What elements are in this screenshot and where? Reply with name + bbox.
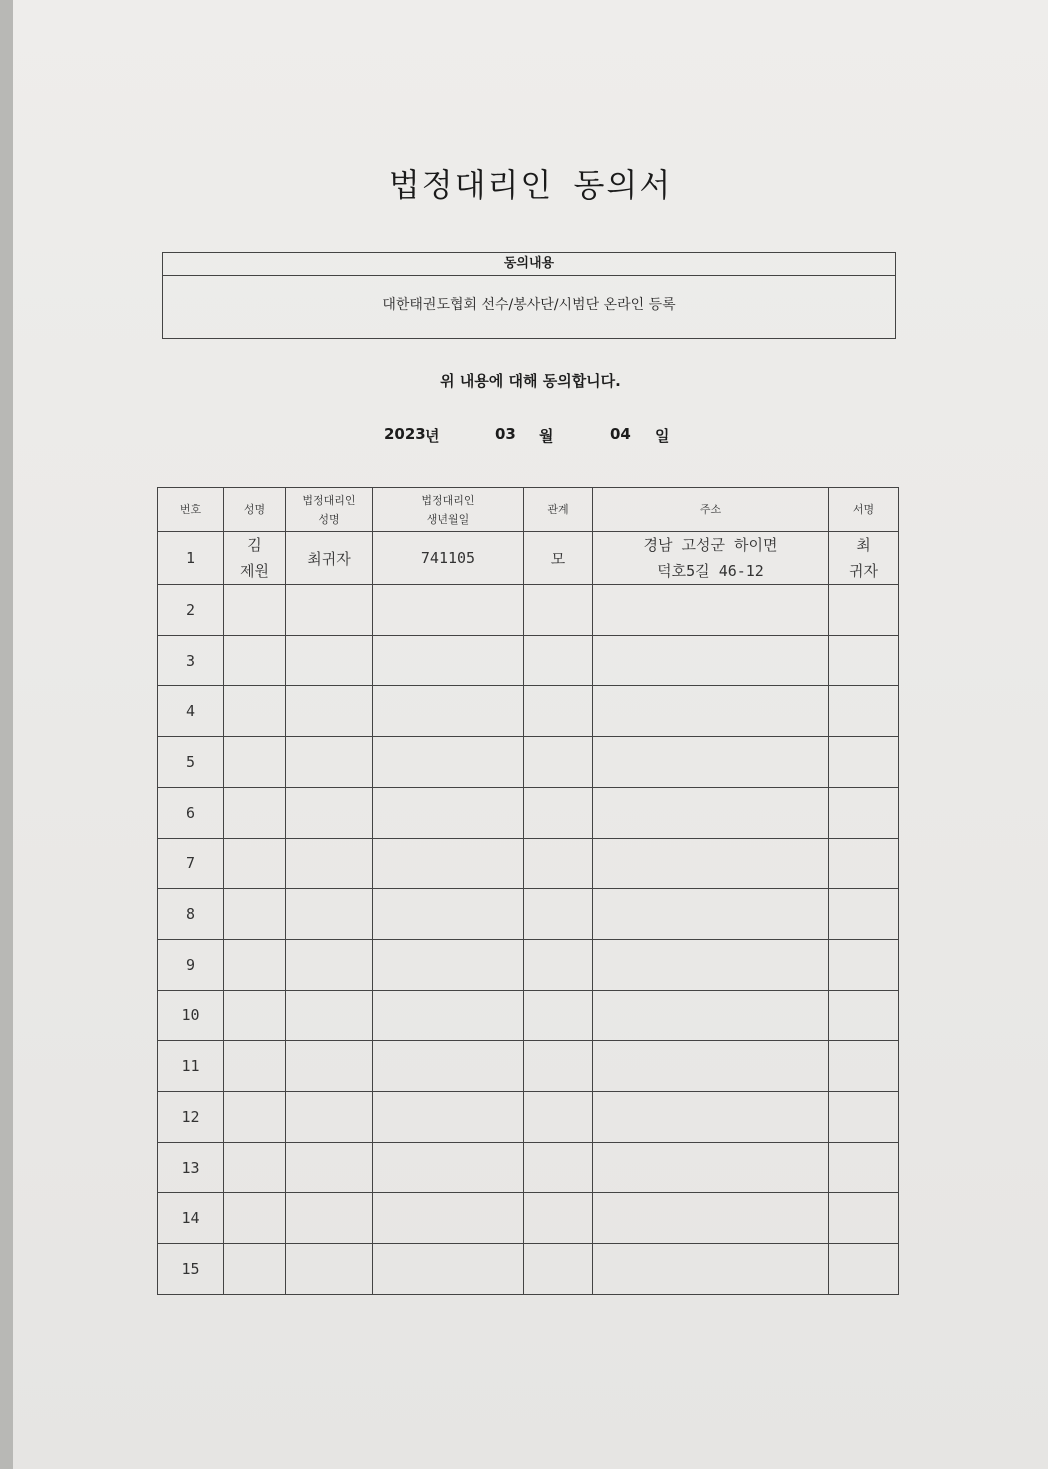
row-no: 8 (158, 889, 224, 940)
date-year-unit: 년 (425, 427, 440, 445)
row-no: 6 (158, 787, 224, 838)
row-no: 4 (158, 686, 224, 737)
row-name-line1: 김 (247, 536, 262, 554)
consent-box (162, 252, 896, 339)
row-name-line2: 제원 (240, 562, 269, 580)
table-row (158, 787, 899, 838)
row-no: 11 (158, 1041, 224, 1092)
consent-text: 대한태권도협회 선수/봉사단/시범단 온라인 등록 (382, 297, 676, 313)
header-name: 성명 (224, 488, 286, 532)
header-signature: 서명 (829, 488, 899, 532)
row-address-line1: 경남 고성군 하이면 (643, 536, 778, 554)
document-page (13, 0, 1048, 1469)
row-name (224, 532, 286, 585)
header-guardian-birth-line1: 법정대리인 (421, 493, 475, 507)
table-row (158, 1244, 899, 1295)
table-row (158, 990, 899, 1041)
date-day: 04 (610, 425, 631, 443)
row-signature-line2: 귀자 (849, 562, 878, 580)
row-no: 1 (158, 532, 224, 585)
date-month-unit: 월 (539, 427, 554, 445)
row-no: 5 (158, 737, 224, 788)
table-row (158, 532, 899, 585)
table-row (158, 1041, 899, 1092)
table-row (158, 889, 899, 940)
date-year: 2023 (384, 425, 426, 443)
table-row (158, 838, 899, 889)
header-guardian-birth (373, 488, 524, 532)
header-guardian-name (286, 488, 373, 532)
table-row (158, 1193, 899, 1244)
header-relation: 관계 (524, 488, 593, 532)
table-row (158, 1092, 899, 1143)
row-address (593, 532, 829, 585)
row-signature-line1: 최 (856, 536, 871, 554)
row-guardian-birth: 741105 (373, 532, 524, 585)
date-month: 03 (495, 425, 516, 443)
row-no: 9 (158, 939, 224, 990)
header-guardian-name-line2: 성명 (318, 512, 340, 526)
row-no: 3 (158, 635, 224, 686)
header-guardian-birth-line2: 생년월일 (426, 512, 470, 526)
table-row (158, 1142, 899, 1193)
consent-header: 동의내용 (163, 253, 895, 276)
document-title: 법정대리인 동의서 (388, 166, 673, 204)
table-row (158, 635, 899, 686)
header-no: 번호 (158, 488, 224, 532)
row-no: 2 (158, 585, 224, 636)
table-row (158, 585, 899, 636)
table-row (158, 686, 899, 737)
row-address-line2: 덕호5길 46-12 (657, 562, 764, 580)
row-no: 14 (158, 1193, 224, 1244)
header-guardian-name-line1: 법정대리인 (302, 493, 356, 507)
row-no: 15 (158, 1244, 224, 1295)
table-row (158, 939, 899, 990)
row-no: 7 (158, 838, 224, 889)
row-no: 10 (158, 990, 224, 1041)
agree-statement: 위 내용에 대해 동의합니다. (440, 372, 621, 390)
row-relation: 모 (524, 532, 593, 585)
header-address: 주소 (593, 488, 829, 532)
row-no: 12 (158, 1092, 224, 1143)
table-header-row (158, 488, 899, 532)
date-day-unit: 일 (655, 427, 670, 445)
guardian-table (157, 487, 899, 1295)
row-signature (829, 532, 899, 585)
table-row (158, 737, 899, 788)
row-guardian-name: 최귀자 (286, 532, 373, 585)
row-no: 13 (158, 1142, 224, 1193)
